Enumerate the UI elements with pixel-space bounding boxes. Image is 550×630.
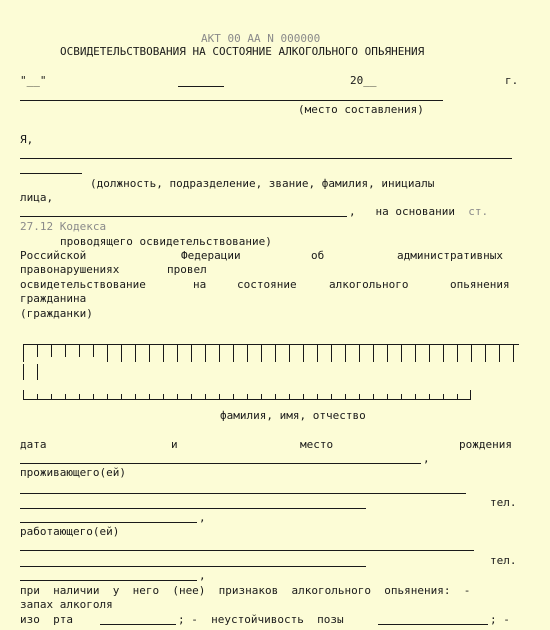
name-comb-row-1[interactable] (23, 344, 519, 362)
work-blank-1 (20, 550, 474, 551)
text-3d: алкогольного (329, 278, 409, 291)
residence-blank-1 (20, 493, 466, 494)
phone-label-2: тел. (490, 554, 517, 567)
signs-blank-1 (100, 624, 176, 625)
officer-blank-3 (20, 216, 347, 217)
text-1c: об (311, 249, 325, 262)
signs-line-1: при наличии у него (нее) признаков алкогольного опьянения: - (20, 584, 471, 597)
birth-a: дата (20, 438, 47, 451)
date-day: "__" (20, 74, 47, 87)
text-3a: освидетельствование (20, 278, 146, 291)
phone-blank (20, 522, 197, 523)
birth-comma: , (423, 452, 430, 465)
work-label: работающего(ей) (20, 525, 120, 538)
month-blank (178, 86, 224, 87)
birth-c: место (300, 438, 334, 451)
signs-blank-2 (378, 624, 488, 625)
phone-label: тел. (490, 496, 517, 509)
text-3b: на (193, 278, 207, 291)
article-label: ст. (468, 205, 489, 218)
text-3e: опьянения (450, 278, 510, 291)
residence-label: проживающего(ей) (20, 466, 126, 479)
phone-comma: , (199, 511, 206, 524)
text-2b: провел (167, 263, 207, 276)
date-year: 20__ (350, 74, 377, 87)
birth-d: рождения (459, 438, 512, 451)
text-4: гражданина (20, 292, 87, 305)
signs-line-3b: ; - неустойчивость позы (178, 613, 344, 626)
text-3c: состояние (237, 278, 297, 291)
act-number: АКТ 00 АА N 000000 (201, 32, 321, 45)
text-5: (гражданки) (20, 307, 93, 320)
officer-blank-1 (20, 158, 512, 159)
text-1d: административных (397, 249, 503, 262)
fio-caption: фамилия, имя, отчество (220, 409, 366, 422)
residence-blank-2 (20, 508, 366, 509)
text-1b: Федерации (181, 249, 241, 262)
phone-blank-2 (20, 580, 197, 581)
work-blank-2 (20, 566, 366, 567)
document-title: ОСВИДЕТЕЛЬСТВОВАНИЯ НА СОСТОЯНИЕ АЛКОГОЛЬНОГО ОПЬЯНЕНИЯ (60, 45, 425, 58)
birth-blank (20, 463, 421, 464)
name-comb-row-2[interactable] (23, 364, 43, 380)
officer-caption: (должность, подразделение, звание, фамилия, инициалы (90, 177, 435, 190)
birth-b: и (171, 438, 178, 451)
officer-caption-2: лица, (20, 191, 54, 204)
officer-ya: Я, (20, 133, 34, 146)
date-year-suffix: г. (505, 74, 519, 87)
article-number: 27.12 Кодекса (20, 220, 107, 233)
text-2a: правонарушениях (20, 263, 120, 276)
signs-line-2: запах алкоголя (20, 598, 113, 611)
officer-caption-3: проводящего освидетельствование) (60, 235, 272, 248)
phone-comma-2: , (199, 569, 206, 582)
name-comb-row-3[interactable] (23, 390, 471, 400)
basis-label: на основании (375, 205, 455, 218)
place-blank (20, 100, 443, 101)
officer-blank-2 (20, 173, 82, 174)
signs-line-3a: изо рта (20, 613, 73, 626)
signs-line-3c: ; - (490, 613, 510, 626)
basis-text: , на основании ст. (349, 205, 489, 218)
text-1a: Российской (20, 249, 87, 262)
place-caption: (место составления) (298, 103, 424, 116)
